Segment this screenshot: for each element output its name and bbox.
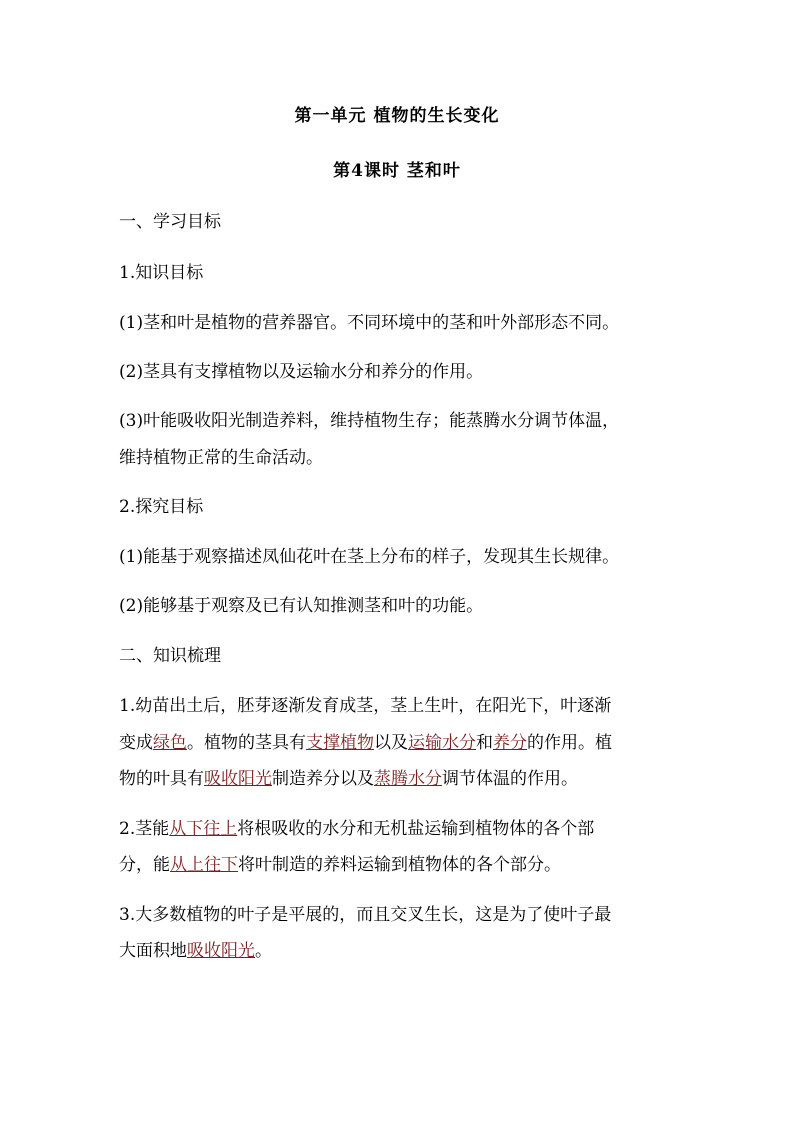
p3-line2 bbox=[119, 936, 272, 961]
answer-top-down: 从上往下 bbox=[170, 855, 238, 875]
answer-absorb-sunlight: 吸收阳光 bbox=[204, 769, 272, 789]
p2-l2-text-a: 分，能 bbox=[119, 855, 170, 875]
p2-l1-text-b: 将根吸收的水分和无机盐运输到植物体的各个部 bbox=[237, 819, 595, 839]
p1-l2-text-d: 和 bbox=[476, 733, 493, 753]
inquiry-heading: 2.探究目标 bbox=[119, 497, 204, 517]
answer-support-plant: 支撑植物 bbox=[306, 733, 374, 753]
section2-heading: 二、知识梳理 bbox=[119, 646, 221, 666]
knowledge-item-1: (1)茎和叶是植物的营养器官。不同环境中的茎和叶外部形态不同。 bbox=[119, 313, 620, 333]
answer-nutrients: 养分 bbox=[493, 733, 527, 753]
p3-line1: 3.大多数植物的叶子是平展的，而且交叉生长，这是为了使叶子最 bbox=[119, 905, 612, 925]
p1-l2-text-b: 。植物的茎具有 bbox=[187, 733, 306, 753]
answer-absorb-sunlight-2: 吸收阳光 bbox=[187, 941, 255, 961]
p1-l2-text-c: 以及 bbox=[374, 733, 408, 753]
p1-line2 bbox=[119, 728, 612, 753]
answer-bottom-up: 从下往上 bbox=[169, 819, 238, 839]
answer-transport-water: 运输水分 bbox=[408, 733, 476, 753]
p1-l2-text-e: 的作用。植 bbox=[527, 733, 612, 753]
p1-l3-text-c: 调节体温的作用。 bbox=[442, 769, 578, 789]
knowledge-heading: 1.知识目标 bbox=[119, 263, 204, 283]
p3-l2-text-a: 大面积地 bbox=[119, 941, 187, 961]
inquiry-item-2: (2)能够基于观察及已有认知推测茎和叶的功能。 bbox=[119, 596, 484, 616]
p1-l3-text-a: 物的叶具有 bbox=[119, 769, 204, 789]
p1-line1: 1.幼苗出土后，胚芽逐渐发育成茎，茎上生叶，在阳光下，叶逐渐 bbox=[119, 696, 612, 716]
answer-transpire-water: 蒸腾水分 bbox=[374, 769, 442, 789]
p1-l2-text-a: 变成 bbox=[119, 733, 153, 753]
section1-heading: 一、学习目标 bbox=[119, 212, 221, 232]
p1-l3-text-b: 制造养分以及 bbox=[272, 769, 374, 789]
p1-line3 bbox=[119, 764, 578, 789]
p2-line2 bbox=[119, 850, 561, 875]
p2-line1 bbox=[119, 814, 594, 839]
knowledge-item-3-line1: (3)叶能吸收阳光制造养料，维持植物生存；能蒸腾水分调节体温， bbox=[119, 411, 620, 431]
p2-l2-text-b: 将叶制造的养料运输到植物体的各个部分。 bbox=[238, 855, 561, 875]
p3-l2-text-b: 。 bbox=[255, 941, 272, 961]
inquiry-item-1: (1)能基于观察描述凤仙花叶在茎上分布的样子，发现其生长规律。 bbox=[119, 547, 620, 567]
knowledge-item-3-line2: 维持植物正常的生命活动。 bbox=[119, 448, 323, 468]
knowledge-item-2: (2)茎具有支撑植物以及运输水分和养分的作用。 bbox=[119, 362, 484, 382]
lesson-title: 第4课时 茎和叶 bbox=[333, 161, 461, 181]
unit-title: 第一单元 植物的生长变化 bbox=[294, 106, 500, 126]
p2-l1-text-a: 2.茎能 bbox=[119, 819, 170, 839]
answer-green: 绿色 bbox=[153, 733, 187, 753]
